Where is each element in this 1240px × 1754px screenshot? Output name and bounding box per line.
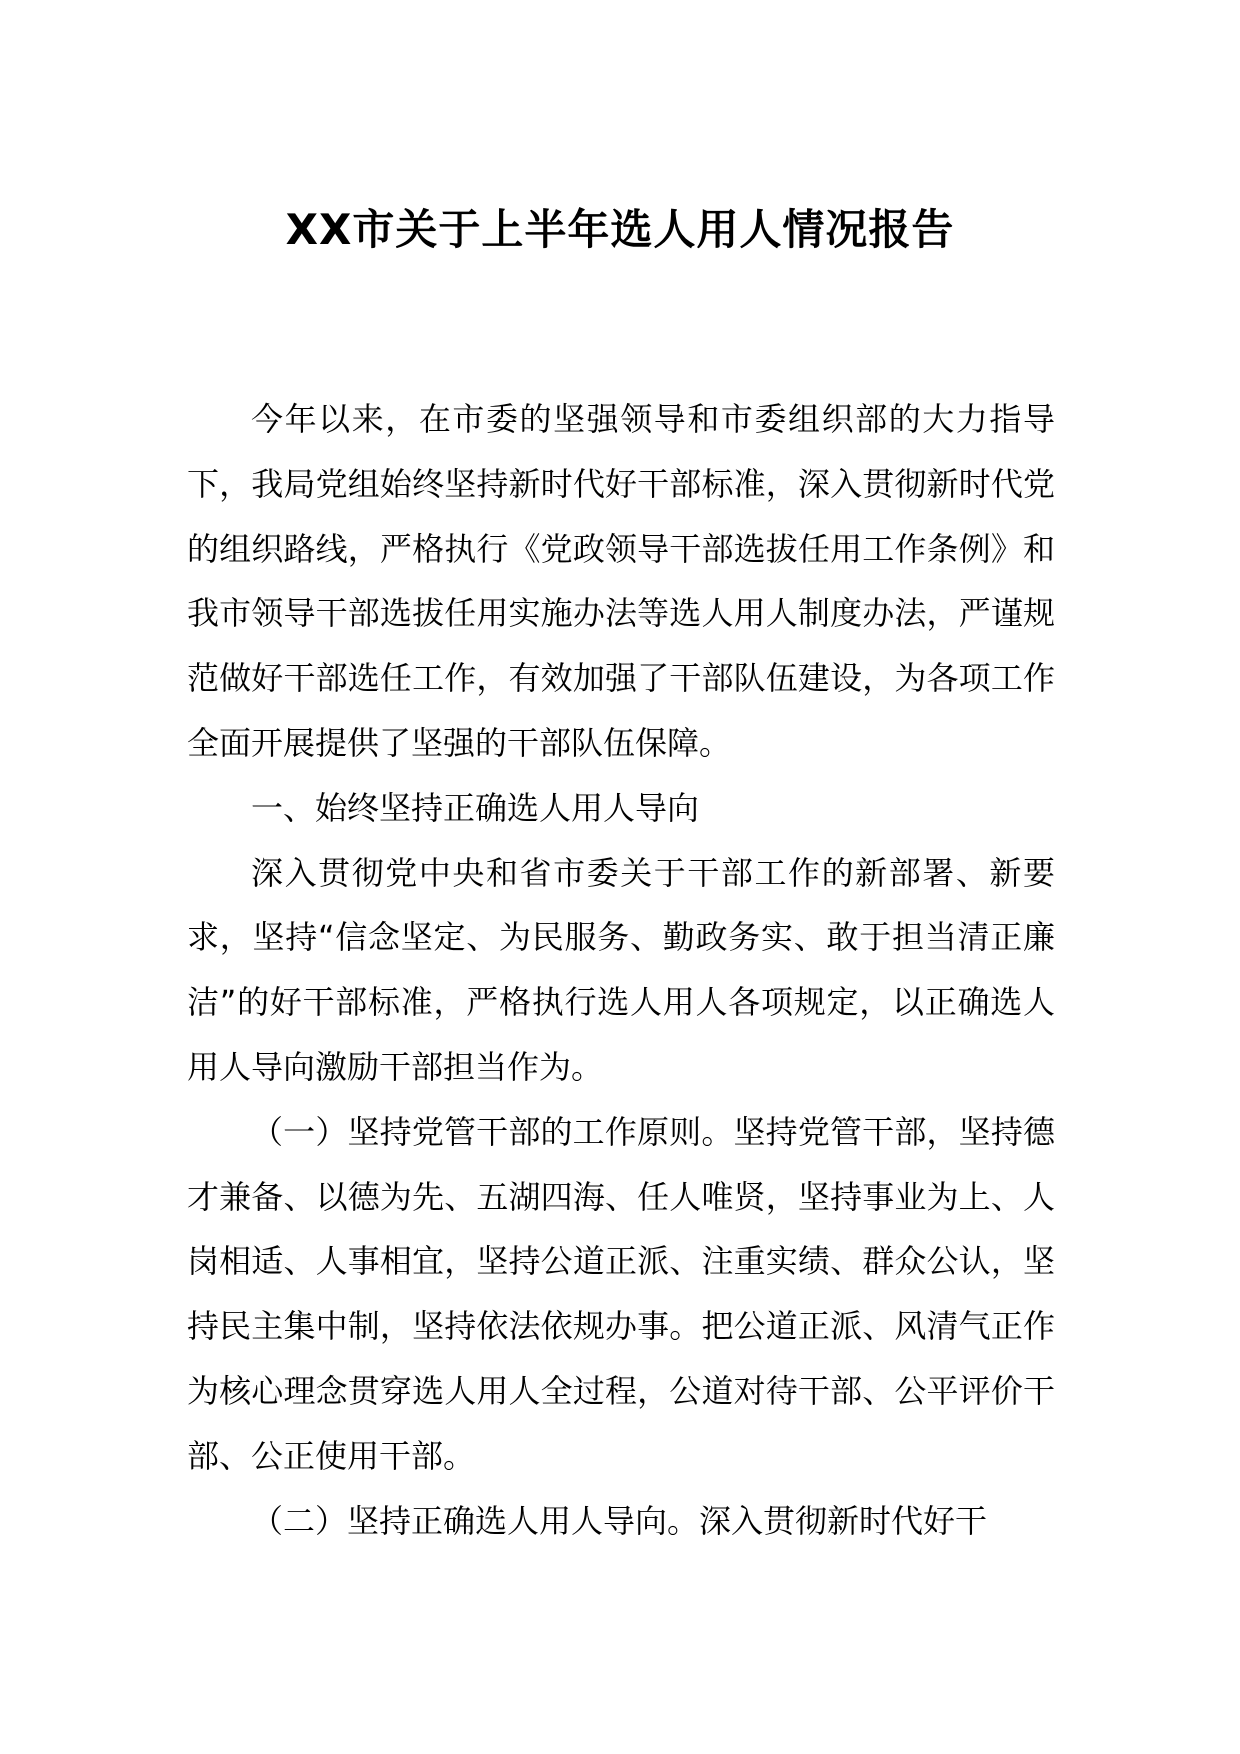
document-body (187, 387, 1055, 1553)
section-heading-1: 一、始终坚持正确选人用人导向 (251, 788, 700, 827)
section-1-paragraph: 深入贯彻党中央和省市委关于干部工作的新部署、新要求，坚持“信念坚定、为民服务、勤政务实、敢于担当清正廉洁”的好干部标准，严格执行选人用人各项规定，以正确选人用人导向激励干部担当作为。 (187, 853, 1055, 1086)
subsection-1-paragraph: （一）坚持党管干部的工作原则。坚持党管干部，坚持德才兼备、以德为先、五湖四海、任人唯贤，坚持事业为上、人岗相适、人事相宜，坚持公道正派、注重实绩、群众公认，坚持民主集中制，坚持依法依规办事。把公道正派、风清气正作为核心理念贯穿选人用人全过程，公道对待干部、公平评价干部、公正使用干部。 (187, 1112, 1055, 1475)
subsection-2-paragraph: （二）坚持正确选人用人导向。深入贯彻新时代好干 (251, 1501, 988, 1540)
document-title: XX市关于上半年选人用人情况报告 (285, 205, 955, 254)
intro-paragraph: 今年以来，在市委的坚强领导和市委组织部的大力指导下，我局党组始终坚持新时代好干部标准，深入贯彻新时代党的组织路线，严格执行《党政领导干部选拔任用工作条例》和我市领导干部选拔任用实施办法等选人用人制度办法，严谨规范做好干部选任工作，有效加强了干部队伍建设，为各项工作全面开展提供了坚强的干部队伍保障。 (187, 400, 1055, 762)
